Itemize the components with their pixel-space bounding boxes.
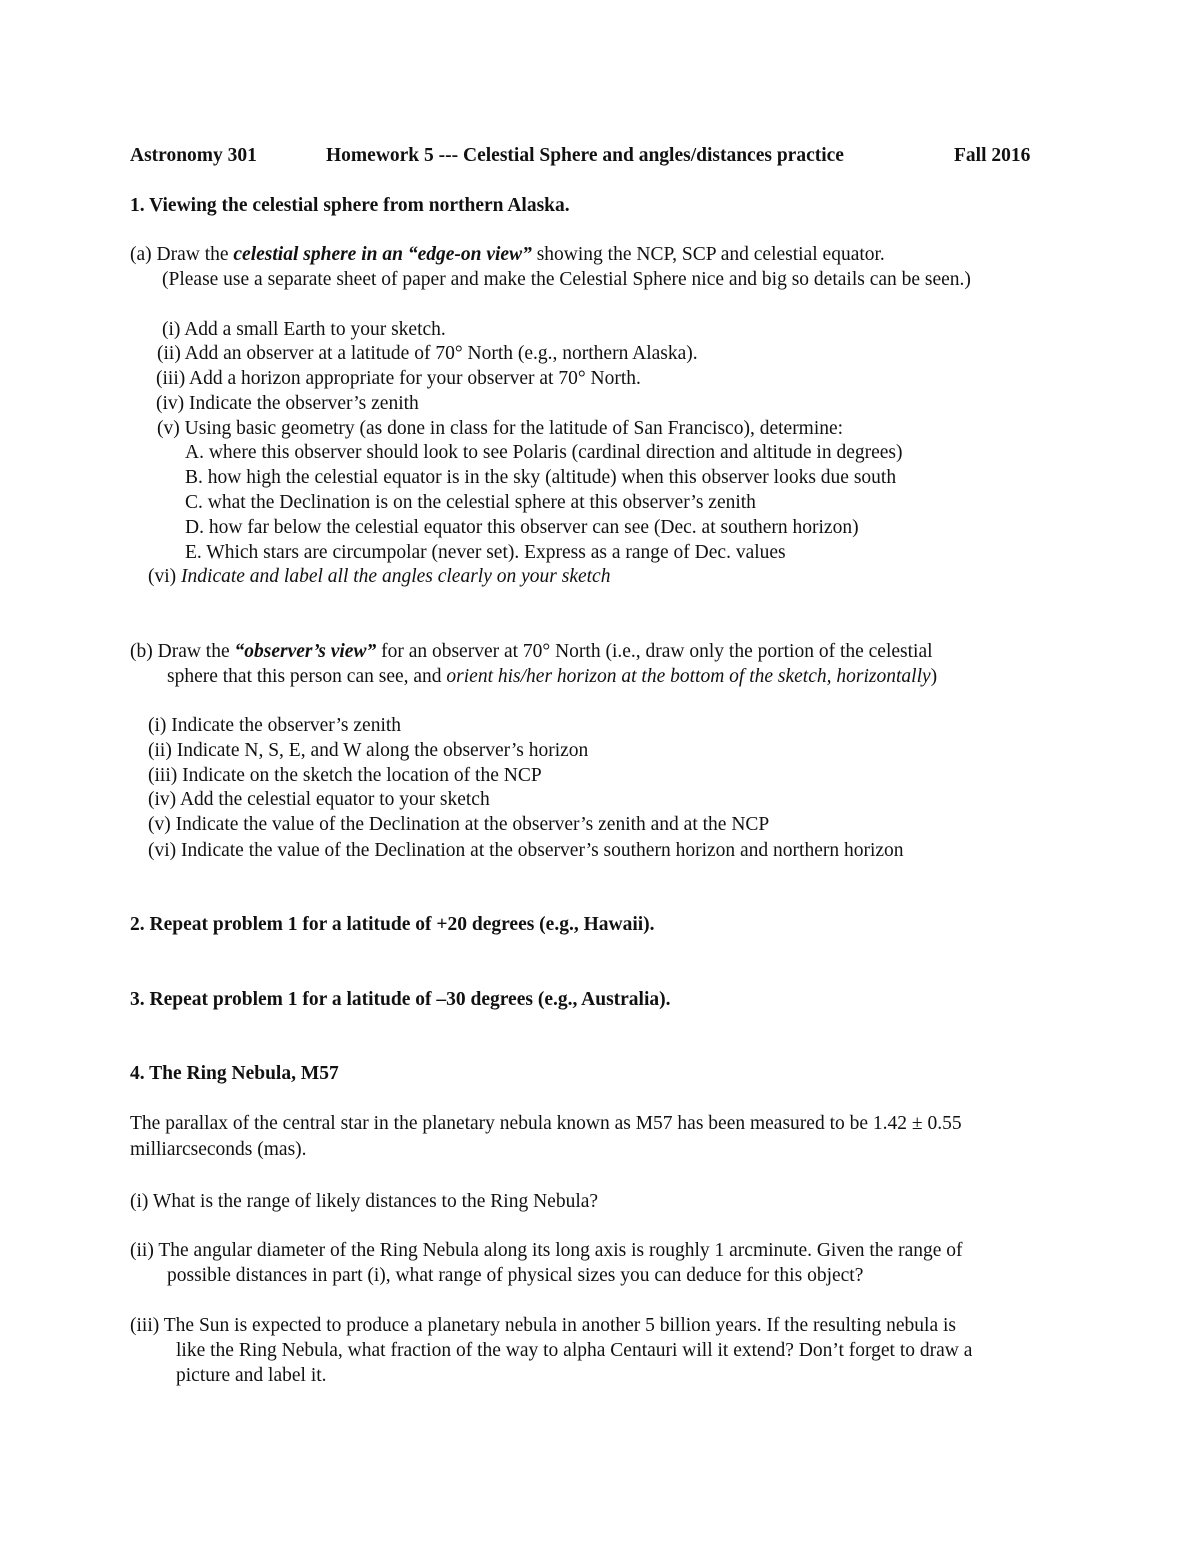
q1a-item-iv: (iv) Indicate the observer’s zenith bbox=[156, 393, 419, 414]
q1b-line2-emphasis: orient his/her horizon at the bottom of the sketch, horizontally bbox=[446, 666, 931, 687]
q4-part-iii-line-3: picture and label it. bbox=[176, 1365, 327, 1386]
q1b-item-i: (i) Indicate the observer’s zenith bbox=[148, 715, 402, 736]
q1a-sub-D: D. how far below the celestial equator this observer can see (Dec. at southern horizon) bbox=[185, 517, 859, 538]
assignment-title: Homework 5 --- Celestial Sphere and angles/distances practice bbox=[326, 145, 844, 166]
q1b-lead: (b) Draw the bbox=[130, 641, 235, 662]
q1b-item-ii: (ii) Indicate N, S, E, and W along the observer’s horizon bbox=[148, 740, 589, 761]
q1b-item-iv: (iv) Add the celestial equator to your sketch bbox=[148, 789, 490, 810]
q1a-item-vi-text: Indicate and label all the angles clearly on your sketch bbox=[181, 566, 611, 587]
q1a-item-ii: (ii) Add an observer at a latitude of 70° North (e.g., northern Alaska). bbox=[157, 343, 698, 364]
question-1a-line-1 bbox=[130, 245, 885, 265]
q1b-emphasis: “observer’s view” bbox=[234, 641, 377, 662]
q1b-line2-lead: sphere that this person can see, and bbox=[167, 666, 447, 687]
q4-part-i: (i) What is the range of likely distances to the Ring Nebula? bbox=[130, 1191, 599, 1212]
question-1a-note: (Please use a separate sheet of paper and make the Celestial Sphere nice and big so details can be seen.) bbox=[162, 269, 971, 290]
q1b-item-v: (v) Indicate the value of the Declination at the observer’s zenith and at the NCP bbox=[148, 814, 770, 835]
q1a-lead: (a) Draw the bbox=[130, 244, 234, 265]
q1a-item-vi-number: (vi) bbox=[148, 566, 182, 587]
q4-part-ii-line-2: possible distances in part (i), what range of physical sizes you can deduce for this object? bbox=[167, 1265, 864, 1286]
q1a-sub-A: A. where this observer should look to see Polaris (cardinal direction and altitude in degrees) bbox=[185, 442, 903, 463]
q1a-sub-B: B. how high the celestial equator is in the sky (altitude) when this observer looks due south bbox=[185, 467, 897, 488]
q1b-item-vi: (vi) Indicate the value of the Declination at the observer’s southern horizon and northern horizon bbox=[148, 840, 904, 861]
q4-part-iii-line-1: (iii) The Sun is expected to produce a planetary nebula in another 5 billion years. If the resulting nebula is bbox=[130, 1315, 956, 1336]
q1a-sub-C: C. what the Declination is on the celestial sphere at this observer’s zenith bbox=[185, 492, 756, 513]
q1b-line2-tail: ) bbox=[930, 666, 938, 687]
question-4-heading: 4. The Ring Nebula, M57 bbox=[130, 1063, 339, 1084]
q1a-item-vi bbox=[148, 567, 610, 587]
question-1-heading: 1. Viewing the celestial sphere from northern Alaska. bbox=[130, 195, 570, 216]
q1a-item-iii: (iii) Add a horizon appropriate for your observer at 70° North. bbox=[156, 368, 641, 389]
q4-part-ii-line-1: (ii) The angular diameter of the Ring Nebula along its long axis is roughly 1 arcminute. Given the range of bbox=[130, 1240, 963, 1261]
question-4-intro-line-2: milliarcseconds (mas). bbox=[130, 1139, 307, 1160]
question-1b-line-2 bbox=[167, 667, 937, 687]
q1b-item-iii: (iii) Indicate on the sketch the location of the NCP bbox=[148, 765, 542, 786]
question-3-heading: 3. Repeat problem 1 for a latitude of –30 degrees (e.g., Australia). bbox=[130, 989, 671, 1010]
q1a-item-v: (v) Using basic geometry (as done in class for the latitude of San Francisco), determine: bbox=[157, 418, 844, 439]
q1a-item-i: (i) Add a small Earth to your sketch. bbox=[162, 319, 446, 340]
question-2-heading: 2. Repeat problem 1 for a latitude of +20 degrees (e.g., Hawaii). bbox=[130, 914, 655, 935]
q1a-sub-E: E. Which stars are circumpolar (never set). Express as a range of Dec. values bbox=[185, 542, 786, 563]
course-name: Astronomy 301 bbox=[130, 145, 257, 166]
q1a-emphasis: celestial sphere in an “edge-on view” bbox=[233, 244, 532, 265]
question-4-intro-line-1: The parallax of the central star in the planetary nebula known as M57 has been measured to be 1.42 ± 0.55 bbox=[130, 1113, 962, 1134]
q4-part-iii-line-2: like the Ring Nebula, what fraction of the way to alpha Centauri will it extend? Don’t forget to draw a bbox=[176, 1340, 973, 1361]
q1b-tail: for an observer at 70° North (i.e., draw only the portion of the celestial bbox=[376, 641, 933, 662]
term-label: Fall 2016 bbox=[954, 145, 1031, 166]
question-1b-line-1 bbox=[130, 642, 933, 662]
q1a-tail: showing the NCP, SCP and celestial equator. bbox=[531, 244, 885, 265]
